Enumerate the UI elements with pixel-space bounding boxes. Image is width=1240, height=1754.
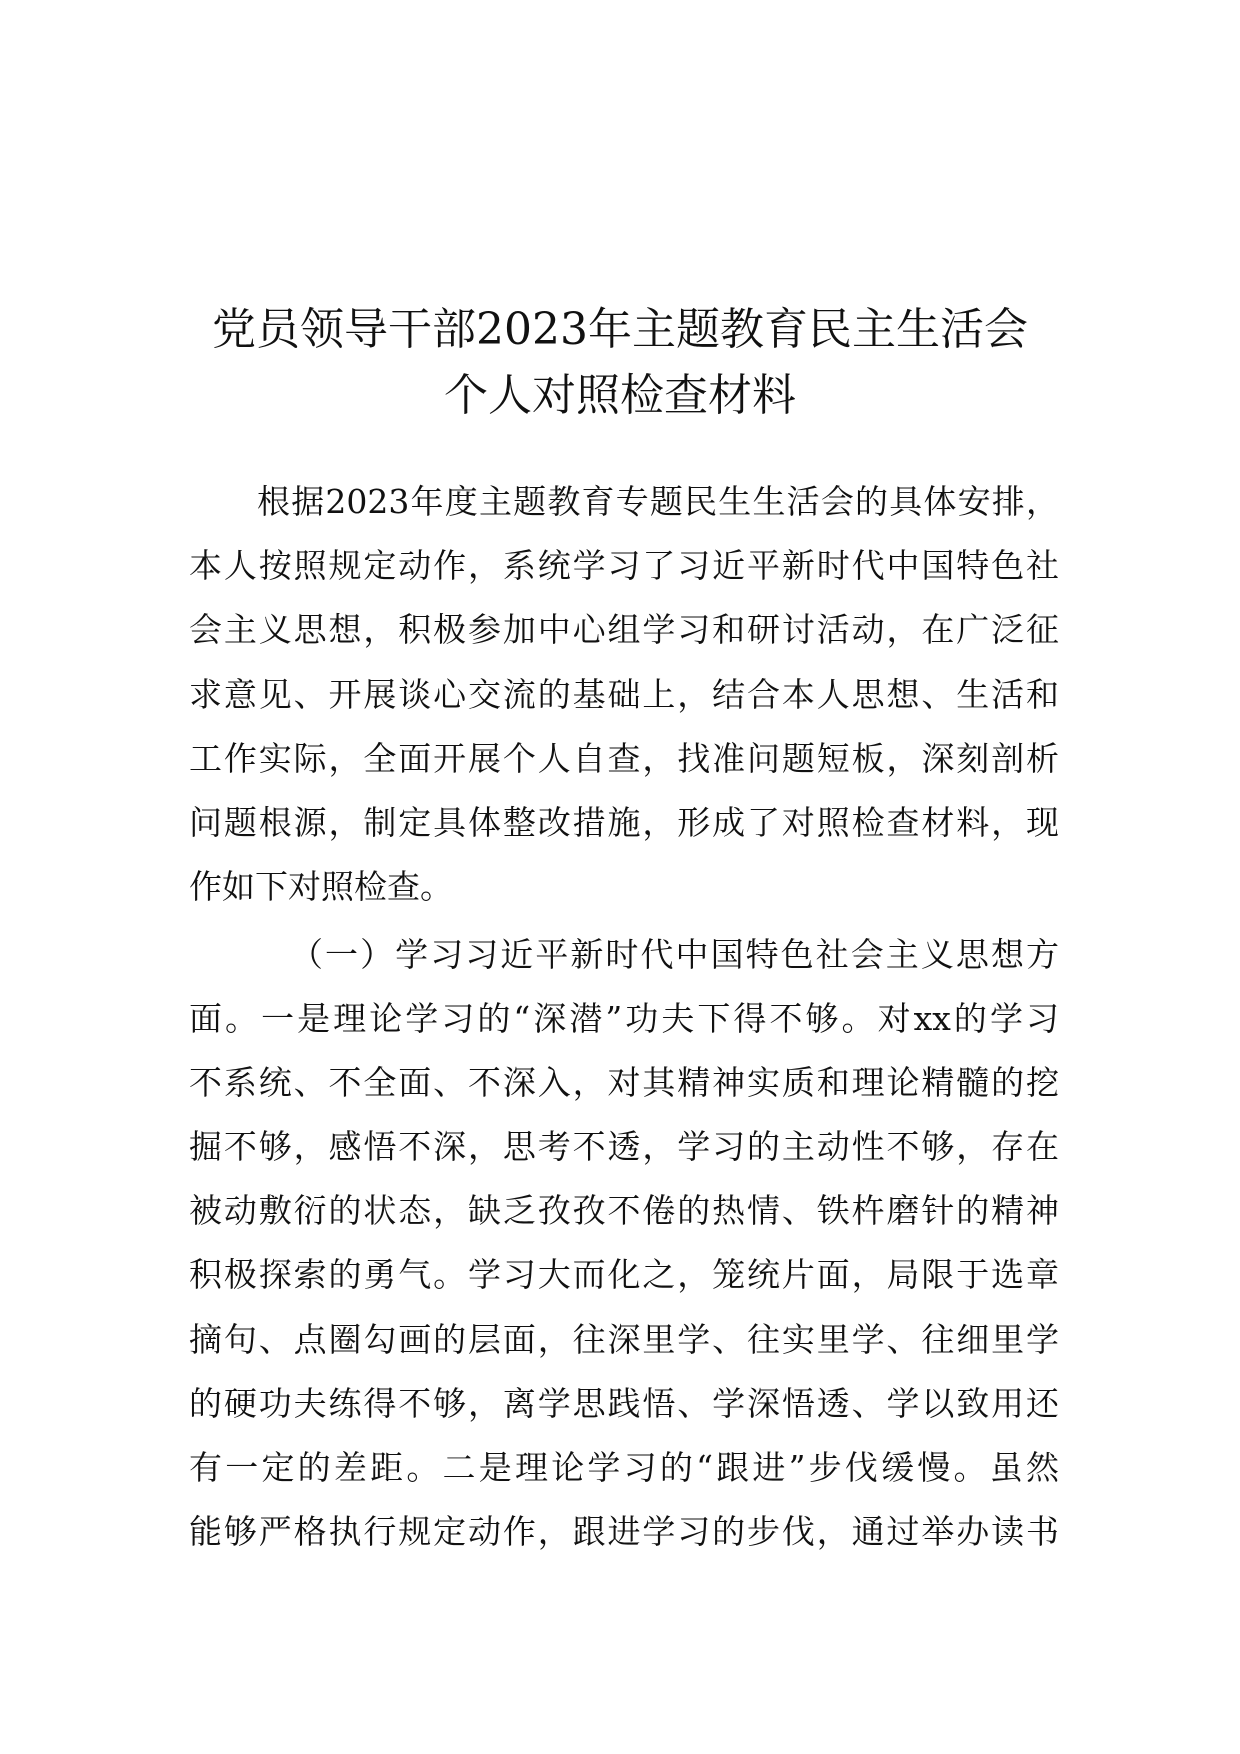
paragraph-2-line-4: 掘不够，感悟不深，思考不透，学习的主动性不够，存在 xyxy=(189,1127,1059,1166)
document-title-line-1: 党员领导干部2023年主题教育民主生活会 xyxy=(212,304,1028,355)
paragraph-2-line-7: 摘句、点圈勾画的层面，往深里学、往实里学、往细里学 xyxy=(189,1320,1059,1359)
paragraph-1-line-5: 工作实际，全面开展个人自查，找准问题短板，深刻剖析 xyxy=(189,739,1059,778)
paragraph-2-line-2: 面。一是理论学习的“深潜”功夫下得不够。对xx的学习 xyxy=(189,999,1059,1038)
paragraph-1-line-4: 求意见、开展谈心交流的基础上，结合本人思想、生活和 xyxy=(189,675,1059,714)
paragraph-2-line-6: 积极探索的勇气。学习大而化之，笼统片面，局限于选章 xyxy=(189,1255,1059,1294)
paragraph-1-line-2: 本人按照规定动作，系统学习了习近平新时代中国特色社 xyxy=(189,546,1059,585)
paragraph-1-line-3: 会主义思想，积极参加中心组学习和研讨活动，在广泛征 xyxy=(189,610,1059,649)
paragraph-2-line-9: 有一定的差距。二是理论学习的“跟进”步伐缓慢。虽然 xyxy=(189,1448,1059,1487)
paragraph-1-line-1: 根据2023年度主题教育专题民生生活会的具体安排， xyxy=(257,482,1059,521)
paragraph-2-line-10: 能够严格执行规定动作，跟进学习的步伐，通过举办读书 xyxy=(189,1512,1059,1551)
paragraph-2-line-1: （一）学习习近平新时代中国特色社会主义思想方 xyxy=(290,935,1059,974)
paragraph-1-line-6: 问题根源，制定具体整改措施，形成了对照检查材料，现 xyxy=(189,803,1059,842)
paragraph-2-line-5: 被动敷衍的状态，缺乏孜孜不倦的热情、铁杵磨针的精神 xyxy=(189,1191,1059,1230)
paragraph-2-line-8: 的硬功夫练得不够，离学思践悟、学深悟透、学以致用还 xyxy=(189,1384,1059,1423)
paragraph-1-line-7: 作如下对照检查。 xyxy=(189,867,453,906)
paragraph-2-line-3: 不系统、不全面、不深入，对其精神实质和理论精髓的挖 xyxy=(189,1063,1059,1102)
document-title-line-2: 个人对照检查材料 xyxy=(444,370,796,421)
